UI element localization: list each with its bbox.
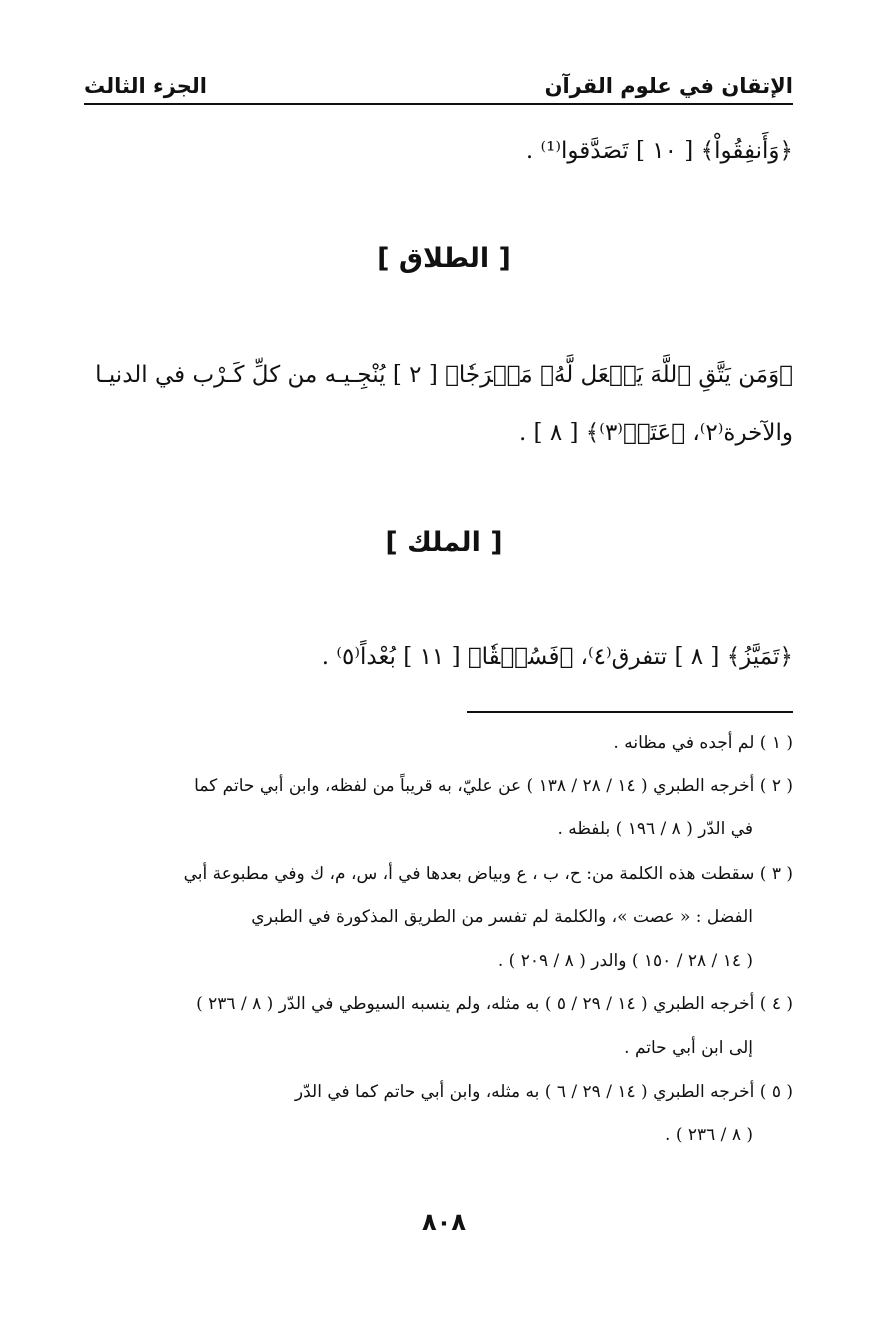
footnote-divider bbox=[467, 711, 793, 713]
surah-heading-talaq: [ الطلاق ] bbox=[377, 243, 511, 274]
footnote-3-continued: الفضل : « عصت »، والكلمة لم تفسر من الطريق المذكورة في الطبري bbox=[251, 907, 753, 927]
footnote-1: ( ١ ) لم أجده في مظانه . bbox=[613, 733, 793, 753]
footnote-2: ( ٢ ) أخرجه الطبري ( ١٤ / ٢٨ / ١٣٨ ) عن عليّ، به قريباً من لفظه، وابن أبي حاتم كما bbox=[194, 776, 793, 796]
footnote-5-continued: ( ٨ / ٢٣٦ ) . bbox=[665, 1125, 753, 1145]
footnote-4-continued: إلى ابن أبي حاتم . bbox=[624, 1038, 753, 1058]
text-line-anfiqu: ﴿وَأَنفِقُواْ﴾ [ ١٠ ] تَصَدَّقوا⁽¹⁾ . bbox=[525, 138, 793, 164]
text-line-tamayyaz: ﴿تَمَيَّزُ﴾ [ ٨ ] تتفرق⁽٤⁾، ﴿فَسُحۡقٗا﴾ [ ١١ ] بُعْداً⁽٥⁾ . bbox=[321, 644, 793, 670]
page-number: ٨٠٨ bbox=[422, 1208, 466, 1236]
header-divider bbox=[84, 103, 793, 105]
running-header bbox=[84, 58, 793, 98]
surah-heading-mulk: [ الملك ] bbox=[385, 527, 503, 558]
footnote-3: ( ٣ ) سقطت هذه الكلمة من: ح، ب ، ع وبياض بعدها في أ، س، م، ك وفي مطبوعة أبي bbox=[183, 864, 793, 884]
footnote-2-continued: في الدّر ( ٨ / ١٩٦ ) بلفظه . bbox=[557, 819, 753, 839]
text-line-yattaqi: ﴿وَمَن يَتَّقِ ٱللَّهَ يَجۡعَل لَّهُۥ مَخۡرَجٗا﴾ [ ٢ ] يُنْجِـيـه من كلِّ كَـرْب في الدنيـا bbox=[95, 362, 793, 388]
text-line-atat: والآخرة⁽٢⁾، ﴿عَتَتۡ⁽٣⁾﴾ [ ٨ ] . bbox=[518, 420, 793, 446]
footnote-3-continued-2: ( ١٤ / ٢٨ / ١٥٠ ) والدر ( ٨ / ٢٠٩ ) . bbox=[497, 951, 753, 971]
footnote-4: ( ٤ ) أخرجه الطبري ( ١٤ / ٢٩ / ٥ ) به مثله، ولم ينسبه السيوطي في الدّر ( ٨ / ٢٣٦ ) bbox=[196, 994, 793, 1014]
volume-label: الجزء الثالث bbox=[84, 74, 207, 98]
footnote-5: ( ٥ ) أخرجه الطبري ( ١٤ / ٢٩ / ٦ ) به مثله، وابن أبي حاتم كما في الدّر bbox=[294, 1082, 793, 1102]
book-title: الإتقان في علوم القرآن bbox=[544, 74, 793, 98]
